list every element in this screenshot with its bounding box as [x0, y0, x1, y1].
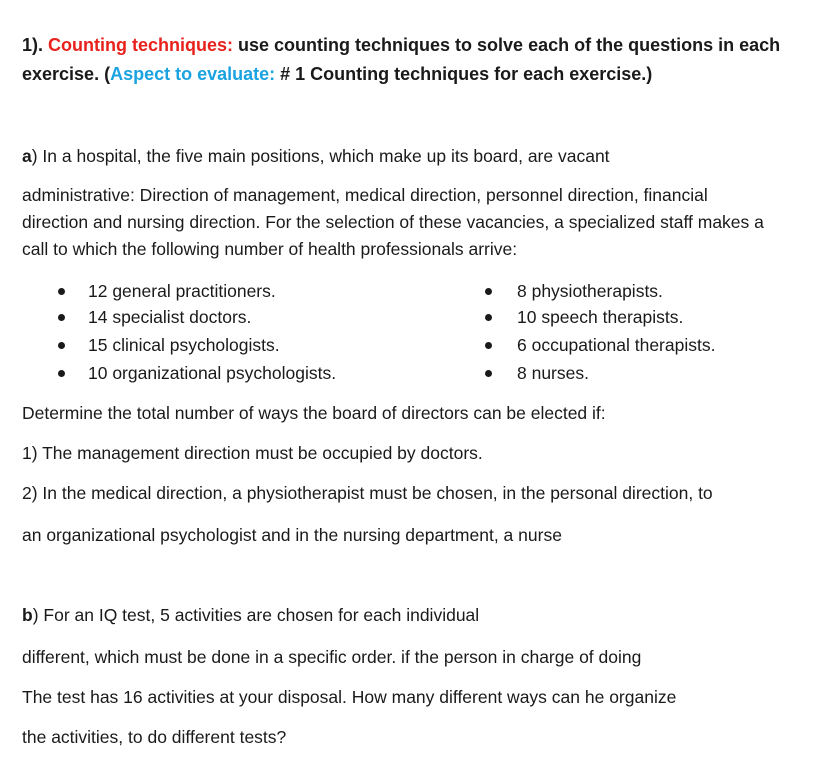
bullet-icon	[485, 314, 492, 321]
exercise-heading	[22, 34, 780, 56]
list-item: 15 clinical psychologists.	[88, 335, 280, 355]
part-a-intro-text: ) In a hospital, the five main positions, which make up its board, are vacant	[31, 146, 610, 166]
list-item: 6 occupational therapists.	[517, 335, 716, 355]
aspect-text: # 1 Counting techniques for each exercise.)	[280, 64, 653, 84]
part-a-question: Determine the total number of ways the board of directors can be elected if:	[22, 403, 606, 423]
bullet-icon	[485, 370, 492, 377]
part-b-intro-text: ) For an IQ test, 5 activities are chosen for each individual	[32, 605, 480, 625]
exercise-heading-line2	[22, 63, 652, 85]
part-a-line: administrative: Direction of management, medical direction, personnel direction, financial	[22, 185, 708, 205]
bullet-icon	[485, 288, 492, 295]
part-a-line: call to which the following number of health professionals arrive:	[22, 239, 518, 259]
part-b-label: b	[22, 605, 33, 625]
list-item: 12 general practitioners.	[88, 281, 276, 301]
part-b-line: the activities, to do different tests?	[22, 727, 287, 747]
list-item: 14 specialist doctors.	[88, 307, 252, 327]
instruction-text: use counting techniques to solve each of the questions in each	[238, 35, 781, 55]
heading-line2-start: exercise. (	[22, 64, 111, 84]
part-a-label: a	[22, 146, 32, 166]
list-item: 8 nurses.	[517, 363, 589, 383]
part-a-intro	[22, 145, 610, 167]
bullet-icon	[58, 370, 65, 377]
bullet-icon	[58, 314, 65, 321]
list-item: 8 physiotherapists.	[517, 281, 663, 301]
bullet-icon	[485, 342, 492, 349]
aspect-label: Aspect to evaluate:	[110, 64, 276, 84]
part-a-condition-2-continued: an organizational psychologist and in the nursing department, a nurse	[22, 525, 562, 545]
part-b-line: different, which must be done in a specific order. if the person in charge of doing	[22, 647, 642, 667]
part-a-line: direction and nursing direction. For the selection of these vacancies, a specialized staff makes a	[22, 212, 764, 232]
part-b-line: The test has 16 activities at your disposal. How many different ways can he organize	[22, 687, 677, 707]
exercise-number: 1).	[22, 35, 44, 55]
part-a-condition-2: 2) In the medical direction, a physiotherapist must be chosen, in the personal direction, to	[22, 483, 713, 503]
topic-label: Counting techniques:	[48, 35, 234, 55]
part-a-condition-1: 1) The management direction must be occupied by doctors.	[22, 443, 483, 463]
part-b-intro	[22, 604, 479, 626]
bullet-icon	[58, 288, 65, 295]
list-item: 10 organizational psychologists.	[88, 363, 337, 383]
bullet-icon	[58, 342, 65, 349]
list-item: 10 speech therapists.	[517, 307, 684, 327]
